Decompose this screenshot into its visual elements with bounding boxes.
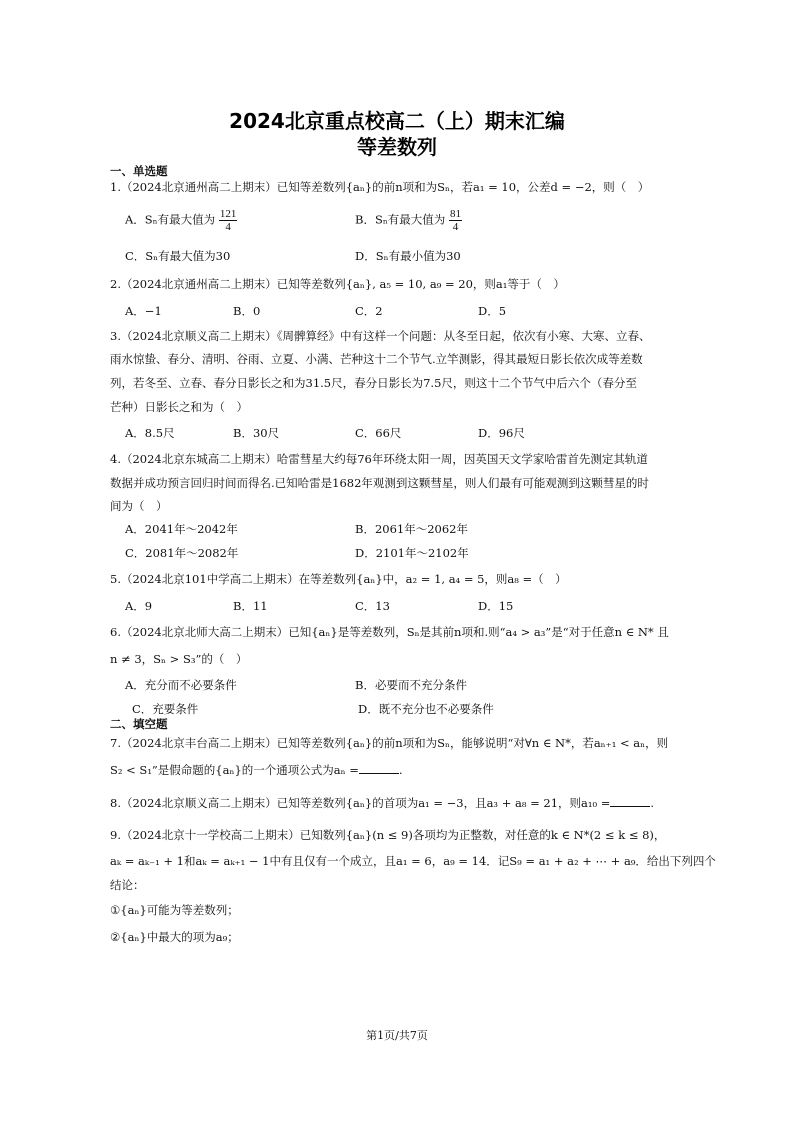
q1-option-a-fraction xyxy=(219,208,238,233)
q7-answer-blank xyxy=(359,762,399,774)
q2-option-b: B．0 xyxy=(233,304,261,318)
section-fill-blank: 二、填空题 xyxy=(110,717,168,731)
q6-option-d: D．既不充分也不必要条件 xyxy=(358,702,494,716)
q1-stem: 1.（2024北京通州高二上期末）已知等差数列{aₙ}的前n项和为Sₙ，若a₁ = 10，公差d = −2，则（ ） xyxy=(110,180,650,194)
q1-option-d: D．Sₙ有最小值为30 xyxy=(355,249,461,263)
q3-option-d: D．96尺 xyxy=(478,426,525,440)
q6-line-1: 6.（2024北京北师大高二上期末）已知{aₙ}是等差数列，Sₙ是其前n项和.则“a₄ > a₃”是“对于任意n ∈ N* 且 xyxy=(110,625,669,639)
section-single-choice: 一、单选题 xyxy=(110,164,168,178)
q7-line-1: 7.（2024北京丰台高二上期末）已知等差数列{aₙ}的前n项和为Sₙ，能够说明“对∀n ∈ N*，若aₙ₊₁ < aₙ，则 xyxy=(110,736,669,750)
q3-line-4: 芒种）日影长之和为（ ） xyxy=(110,400,248,414)
q6-option-c: C．充要条件 xyxy=(132,702,199,716)
q3-line-3: 列，若冬至、立春、春分日影长之和为31.5尺，春分日影长为7.5尺，则这十二个节气中后六个（春分至 xyxy=(110,376,637,390)
q3-option-b: B．30尺 xyxy=(233,426,280,440)
q6-option-a: A．充分而不必要条件 xyxy=(125,678,237,692)
q1-option-a xyxy=(125,208,237,233)
q9-conclusion-2: ②{aₙ}中最大的项为a₉； xyxy=(110,930,239,944)
q4-line-2: 数据并成功预言回归时间而得名.已知哈雷是1682年观测到这颗彗星，则人们最有可能观测到这颗彗星的时 xyxy=(110,476,649,490)
q2-option-a: A．−1 xyxy=(125,304,162,318)
q8-answer-blank xyxy=(610,795,650,807)
q1-option-b-text: B．Sₙ有最大值为 xyxy=(355,212,446,227)
document-title: 2024北京重点校高二（上）期末汇编 xyxy=(229,109,565,133)
fraction-numerator: 81 xyxy=(449,208,461,220)
q5-option-c: C．13 xyxy=(355,599,390,613)
q7-line-2 xyxy=(110,762,690,779)
q5-stem: 5.（2024北京101中学高二上期末）在等差数列{aₙ}中，a₂ = 1, a₄ = 5，则a₈ =（ ） xyxy=(110,572,567,586)
q3-option-a: A．8.5尺 xyxy=(125,426,175,440)
q4-line-1: 4.（2024北京东城高二上期末）哈雷彗星大约每76年环绕太阳一周，因英国天文学家哈雷首先测定其轨道 xyxy=(110,452,648,466)
q7-line-2-end: . xyxy=(398,763,403,777)
q2-stem: 2.（2024北京通州高二上期末）已知等差数列{aₙ}, a₅ = 10, a₉ = 20，则a₁等于（ ） xyxy=(110,277,565,291)
q1-option-a-text: A．Sₙ有最大值为 xyxy=(125,212,216,227)
q7-line-2-text: S₂ < S₁”是假命题的{aₙ}的一个通项公式为aₙ = xyxy=(110,763,359,777)
q6-option-b: B．必要而不充分条件 xyxy=(355,678,467,692)
fraction-denominator: 4 xyxy=(225,221,231,234)
q5-option-d: D．15 xyxy=(478,599,514,613)
q3-line-1: 3.（2024北京顺义高二上期末）《周髀算经》中有这样一个问题：从冬至日起，依次有小寒、大寒、立春、 xyxy=(110,329,651,343)
q8-stem xyxy=(110,795,690,812)
q4-option-a: A．2041年～2042年 xyxy=(125,522,238,536)
q5-option-b: B．11 xyxy=(233,599,268,613)
document-subtitle: 等差数列 xyxy=(357,135,437,159)
q1-option-b-fraction xyxy=(449,208,462,233)
q6-line-2: n ≠ 3，Sₙ > S₃”的（ ） xyxy=(110,652,248,666)
q3-option-c: C．66尺 xyxy=(355,426,402,440)
q4-line-3: 间为（ ） xyxy=(110,499,168,513)
q2-option-d: D．5 xyxy=(478,304,507,318)
q4-option-b: B．2061年～2062年 xyxy=(355,522,468,536)
q1-option-b xyxy=(355,208,462,233)
q4-option-d: D．2101年～2102年 xyxy=(355,546,469,560)
q4-option-c: C．2081年～2082年 xyxy=(125,546,239,560)
fraction-denominator: 4 xyxy=(452,221,459,234)
q1-option-c: C．Sₙ有最大值为30 xyxy=(125,249,231,263)
page-number: 第1页/共7页 xyxy=(366,1029,428,1042)
q9-line-3: 结论： xyxy=(110,878,145,892)
q2-option-c: C．2 xyxy=(355,304,383,318)
q5-option-a: A．9 xyxy=(125,599,153,613)
q8-stem-end: . xyxy=(650,796,655,810)
q8-stem-text: 8.（2024北京顺义高二上期末）已知等差数列{aₙ}的首项为a₁ = −3，且a₃ + a₈ = 21，则a₁₀ = xyxy=(110,796,611,810)
q9-line-1: 9.（2024北京十一学校高二上期末）已知数列{aₙ}(n ≤ 9)各项均为正整数，对任意的k ∈ N*(2 ≤ k ≤ 8)， xyxy=(110,828,666,842)
q9-line-2: aₖ = aₖ₋₁ + 1和aₖ = aₖ₊₁ − 1中有且仅有一个成立，且a₁ = 6，a₉ = 14．记S₉ = a₁ + a₂ + ⋯ + a₉．给出下列四个 xyxy=(110,854,716,868)
q3-line-2: 雨水惊蛰、春分、清明、谷雨、立夏、小满、芒种这十二个节气.立竿测影，得其最短日影长依次成等差数 xyxy=(110,352,643,366)
fraction-numerator: 121 xyxy=(219,208,237,220)
q9-conclusion-1: ①{aₙ}可能为等差数列； xyxy=(110,903,239,917)
